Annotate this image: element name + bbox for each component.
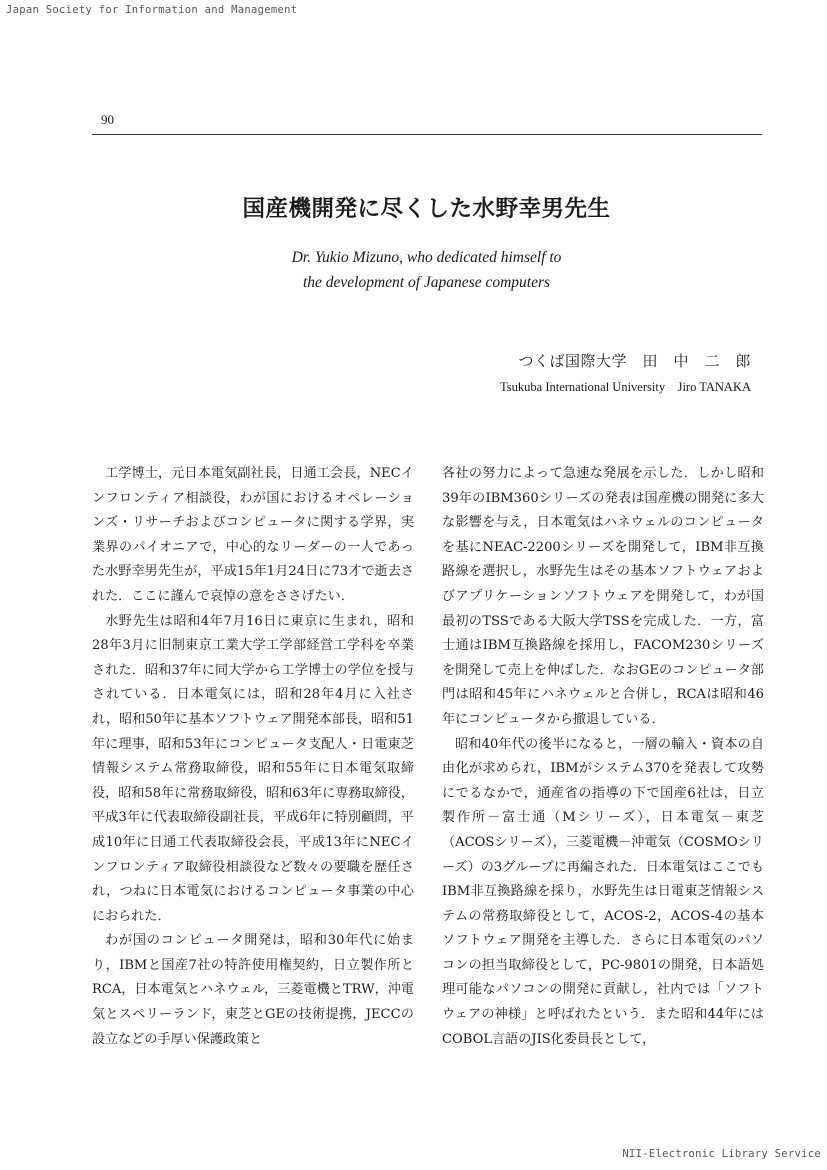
author-english: Tsukuba International University Jiro TANAKA (500, 380, 751, 394)
page-number: 90 (101, 112, 114, 127)
header-rule (92, 134, 762, 135)
paragraph: 各社の努力によって急速な発展を示した．しかし昭和39年のIBM360シリーズの発表は国産機の開発に多大な影響を与え，日本電気はハネウェルのコンピュータを基にNEAC-2200シリーズを開発して，IBM非互換路線を選択し，水野先生はその基本ソフトウェアおよびアプリケーションソフトウェアを開発して，わが国最初のTSSである大阪大学TSSを完成した．一方，富士通はIBM互換路線を採用し，FACOM230シリーズを開発して売上を伸ばした．なおGEのコンピュータ部門は昭和45年にハネウェルと合併し，RCAは昭和46年にコンピュータから撤退している． (442, 466, 764, 727)
paragraph: わが国のコンピュータ開発は，昭和30年代に始まり，IBMと国産7社の特許使用権契約，日立製作所とRCA，日本電気とハネウェル，三菱電機とTRW，沖電気とスペリーランド，東芝とGEの技術提携，JECCの設立などの手厚い保護政策と (92, 933, 414, 1047)
subtitle-line-1: Dr. Yukio Mizuno, who dedicated himself to (291, 249, 562, 266)
paragraph: 昭和40年代の後半になると，一層の輸入・資本の自由化が求められ，IBMがシステム370を発表して攻勢にでるなかで，通産省の指導の下で国産6社は，日立製作所－富士通（Mシリーズ），日本電気－東芝（ACOSシリーズ），三菱電機－沖電気（COSMOシリーズ）の3グループに再編された．日本電気はここでもIBM非互換路線を採り，水野先生は日電東芝情報システムの常務取締役として，ACOS-2，ACOS-4の基本ソフトウェア開発を主導した．さらに日本電気のパソコンの担当取締役として，PC-9801の開発，日本語処理可能なパソコンの開発に貢献し，社内では「ソフトウェアの神様」と呼ばれたという．また昭和44年にはCOBOL言語のJIS化委員長として， (442, 736, 764, 1047)
paragraph: 工学博士，元日本電気副社長，日通工会長，NECインフロンティア相談役，わが国におけるオペレーションズ・リサーチおよびコンピュータに関する学界，実業界のパイオニアで，中心的なリーダーの一人であった水野幸男先生が，平成15年1月24日に73才で逝去された．ここに謹んで哀悼の意をささげたい． (92, 466, 414, 604)
article-subtitle (0, 245, 827, 295)
paragraph: 水野先生は昭和4年7月16日に東京に生まれ，昭和28年3月に旧制東京工業大学工学部経営工学科を卒業された．昭和37年に同大学から工学博士の学位を授与されている．日本電気には，昭和28年4月に入社され，昭和50年に基本ソフトウェア開発本部長，昭和51年に理事，昭和53年にコンピュータ支配人・日電東芝情報システム常務取締役，昭和55年に日本電気取締役，昭和58年に常務取締役，昭和63年に専務取締役，平成3年に代表取締役副社長，平成6年に特別顧問，平成10年に日通工代表取締役会長，平成13年にNECインフロンティア取締役相談役など数々の要職を歴任され，つねに日本電気におけるコンピュータ事業の中心におられた． (92, 613, 414, 924)
author-japanese: つくば国際大学 田 中 二 郎 (518, 352, 751, 370)
header-note: Japan Society for Information and Management (6, 4, 298, 16)
subtitle-line-2: the development of Japanese computers (302, 274, 551, 291)
article-title: 国産機開発に尽くした水野幸男先生 (242, 196, 611, 222)
footer-note: NII-Electronic Library Service (622, 1148, 821, 1160)
left-column (92, 462, 414, 1052)
right-column (442, 462, 764, 1052)
